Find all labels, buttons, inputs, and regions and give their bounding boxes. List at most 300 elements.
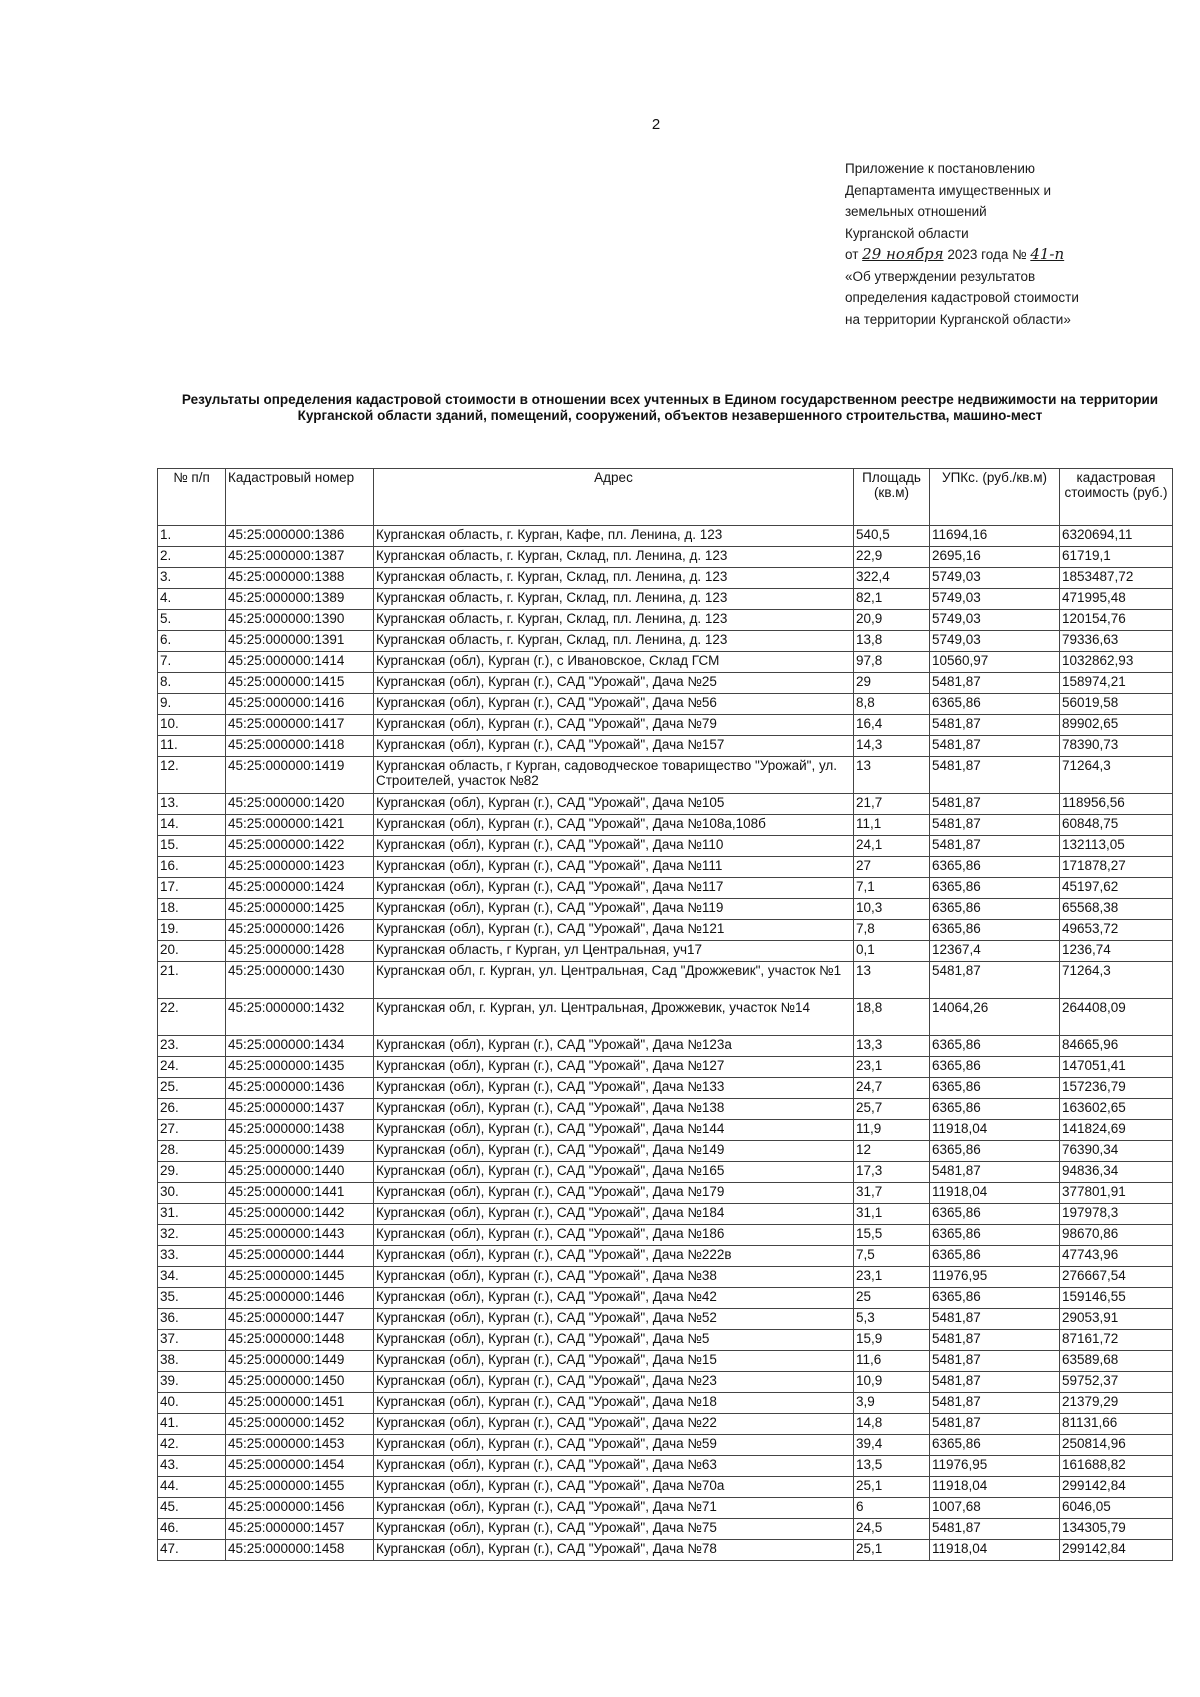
cell-address: Курганская (обл), Курган (г.), САД "Урожай", Дача №79 bbox=[374, 715, 854, 736]
cell-unit-value: 6365,86 bbox=[930, 1435, 1060, 1456]
table-header-row bbox=[158, 469, 1173, 526]
appendix-line: Департамента имущественных и bbox=[845, 182, 1052, 198]
cell-address: Курганская (обл), Курган (г.), САД "Урожай", Дача №110 bbox=[374, 836, 854, 857]
cell-area: 18,8 bbox=[854, 999, 930, 1036]
cell-cadastral-value: 61719,1 bbox=[1060, 547, 1173, 568]
cell-address: Курганская (обл), Курган (г.), САД "Урожай", Дача №138 bbox=[374, 1099, 854, 1120]
cell-cadastral-number: 45:25:000000:1447 bbox=[226, 1309, 374, 1330]
cell-cadastral-number: 45:25:000000:1430 bbox=[226, 962, 374, 999]
cell-area: 31,1 bbox=[854, 1204, 930, 1225]
appendix-subject-line: на территории Курганской области» bbox=[845, 311, 1071, 327]
table-row bbox=[158, 1078, 1173, 1099]
cell-address: Курганская область, г. Курган, Склад, пл. Ленина, д. 123 bbox=[374, 568, 854, 589]
table-row bbox=[158, 526, 1173, 547]
table-row bbox=[158, 1120, 1173, 1141]
cell-address: Курганская область, г. Курган, Склад, пл. Ленина, д. 123 bbox=[374, 547, 854, 568]
date-suffix: 2023 года № bbox=[947, 247, 1027, 262]
cell-unit-value: 5749,03 bbox=[930, 631, 1060, 652]
cell-number: 6. bbox=[158, 631, 226, 652]
cell-cadastral-value: 159146,55 bbox=[1060, 1288, 1173, 1309]
cell-area: 10,9 bbox=[854, 1372, 930, 1393]
table-row bbox=[158, 878, 1173, 899]
cell-area: 13 bbox=[854, 757, 930, 794]
table-row bbox=[158, 857, 1173, 878]
cell-number: 39. bbox=[158, 1372, 226, 1393]
table-row bbox=[158, 715, 1173, 736]
cell-number: 42. bbox=[158, 1435, 226, 1456]
cell-cadastral-value: 197978,3 bbox=[1060, 1204, 1173, 1225]
cell-number: 2. bbox=[158, 547, 226, 568]
cell-number: 40. bbox=[158, 1393, 226, 1414]
cell-area: 11,1 bbox=[854, 815, 930, 836]
appendix-subject-line: «Об утверждении результатов bbox=[845, 268, 1036, 284]
table-row bbox=[158, 1351, 1173, 1372]
header-unit-value: УПКс. (руб./кв.м) bbox=[930, 469, 1060, 526]
cell-number: 20. bbox=[158, 941, 226, 962]
cell-cadastral-number: 45:25:000000:1388 bbox=[226, 568, 374, 589]
cell-cadastral-value: 71264,3 bbox=[1060, 962, 1173, 999]
cell-cadastral-value: 78390,73 bbox=[1060, 736, 1173, 757]
cell-address: Курганская (обл), Курган (г.), САД "Урожай", Дача №38 bbox=[374, 1267, 854, 1288]
cell-unit-value: 5749,03 bbox=[930, 589, 1060, 610]
cell-number: 25. bbox=[158, 1078, 226, 1099]
cell-cadastral-number: 45:25:000000:1452 bbox=[226, 1414, 374, 1435]
cell-address: Курганская (обл), Курган (г.), САД "Урожай", Дача №108а,108б bbox=[374, 815, 854, 836]
table-row bbox=[158, 1204, 1173, 1225]
cell-unit-value: 5481,87 bbox=[930, 1309, 1060, 1330]
cell-cadastral-number: 45:25:000000:1458 bbox=[226, 1540, 374, 1561]
cell-area: 20,9 bbox=[854, 610, 930, 631]
cell-cadastral-value: 1236,74 bbox=[1060, 941, 1173, 962]
cell-unit-value: 5749,03 bbox=[930, 568, 1060, 589]
cell-cadastral-value: 49653,72 bbox=[1060, 920, 1173, 941]
table-row bbox=[158, 1393, 1173, 1414]
cell-cadastral-number: 45:25:000000:1414 bbox=[226, 652, 374, 673]
cell-address: Курганская область, г. Курган, Склад, пл. Ленина, д. 123 bbox=[374, 631, 854, 652]
cell-unit-value: 6365,86 bbox=[930, 1078, 1060, 1099]
cell-address: Курганская (обл), Курган (г.), САД "Урожай", Дача №222в bbox=[374, 1246, 854, 1267]
cell-area: 12 bbox=[854, 1141, 930, 1162]
cell-unit-value: 6365,86 bbox=[930, 878, 1060, 899]
table-row bbox=[158, 673, 1173, 694]
cell-number: 45. bbox=[158, 1498, 226, 1519]
cell-cadastral-number: 45:25:000000:1440 bbox=[226, 1162, 374, 1183]
table-row bbox=[158, 1456, 1173, 1477]
cell-number: 34. bbox=[158, 1267, 226, 1288]
table-row bbox=[158, 1519, 1173, 1540]
table-row bbox=[158, 610, 1173, 631]
header-number: № п/п bbox=[158, 469, 226, 526]
cell-cadastral-number: 45:25:000000:1415 bbox=[226, 673, 374, 694]
cell-number: 38. bbox=[158, 1351, 226, 1372]
cell-cadastral-value: 134305,79 bbox=[1060, 1519, 1173, 1540]
appendix-block bbox=[845, 158, 1079, 330]
cell-unit-value: 6365,86 bbox=[930, 694, 1060, 715]
cell-address: Курганская (обл), Курган (г.), САД "Урожай", Дача №23 bbox=[374, 1372, 854, 1393]
cell-number: 31. bbox=[158, 1204, 226, 1225]
cell-cadastral-number: 45:25:000000:1391 bbox=[226, 631, 374, 652]
cell-cadastral-value: 47743,96 bbox=[1060, 1246, 1173, 1267]
cell-unit-value: 5481,87 bbox=[930, 1162, 1060, 1183]
cell-area: 82,1 bbox=[854, 589, 930, 610]
cell-cadastral-number: 45:25:000000:1443 bbox=[226, 1225, 374, 1246]
appendix-line: Курганской области bbox=[845, 225, 969, 241]
cell-number: 22. bbox=[158, 999, 226, 1036]
cell-unit-value: 5481,87 bbox=[930, 1351, 1060, 1372]
cell-cadastral-number: 45:25:000000:1435 bbox=[226, 1057, 374, 1078]
table-row bbox=[158, 899, 1173, 920]
cell-address: Курганская обл, г. Курган, ул. Центральная, Сад "Дрожжевик", участок №1 bbox=[374, 962, 854, 999]
cell-area: 7,5 bbox=[854, 1246, 930, 1267]
cell-area: 13,8 bbox=[854, 631, 930, 652]
cell-unit-value: 14064,26 bbox=[930, 999, 1060, 1036]
cell-address: Курганская (обл), Курган (г.), САД "Урожай", Дача №121 bbox=[374, 920, 854, 941]
cell-address: Курганская (обл), Курган (г.), САД "Урожай", Дача №184 bbox=[374, 1204, 854, 1225]
cell-cadastral-value: 45197,62 bbox=[1060, 878, 1173, 899]
cell-address: Курганская (обл), Курган (г.), САД "Урожай", Дача №15 bbox=[374, 1351, 854, 1372]
cell-cadastral-value: 65568,38 bbox=[1060, 899, 1173, 920]
table-row bbox=[158, 1057, 1173, 1078]
document-title: Результаты определения кадастровой стоимости в отношении всех учтенных в Едином государственном реестре недвижимости на территории Курганской области зданий, помещений, сооружений, объектов незавершенного строительства, машино-мест bbox=[181, 392, 1159, 423]
cell-number: 11. bbox=[158, 736, 226, 757]
cell-number: 21. bbox=[158, 962, 226, 999]
cell-unit-value: 5481,87 bbox=[930, 1330, 1060, 1351]
cell-address: Курганская (обл), Курган (г.), САД "Урожай", Дача №123а bbox=[374, 1036, 854, 1057]
cell-area: 540,5 bbox=[854, 526, 930, 547]
cell-address: Курганская (обл), Курган (г.), САД "Урожай", Дача №186 bbox=[374, 1225, 854, 1246]
cell-cadastral-value: 161688,82 bbox=[1060, 1456, 1173, 1477]
cell-address: Курганская (обл), Курган (г.), САД "Урожай", Дача №105 bbox=[374, 794, 854, 815]
cell-number: 36. bbox=[158, 1309, 226, 1330]
appendix-line: Приложение к постановлению bbox=[845, 161, 1036, 176]
cell-area: 24,1 bbox=[854, 836, 930, 857]
cell-cadastral-value: 60848,75 bbox=[1060, 815, 1173, 836]
table-row bbox=[158, 757, 1173, 794]
cell-number: 16. bbox=[158, 857, 226, 878]
header-address: Адрес bbox=[374, 469, 854, 526]
cell-cadastral-value: 71264,3 bbox=[1060, 757, 1173, 794]
cell-number: 1. bbox=[158, 526, 226, 547]
cell-cadastral-number: 45:25:000000:1449 bbox=[226, 1351, 374, 1372]
cell-address: Курганская область, г. Курган, Кафе, пл. Ленина, д. 123 bbox=[374, 526, 854, 547]
cell-cadastral-number: 45:25:000000:1423 bbox=[226, 857, 374, 878]
table-row bbox=[158, 1036, 1173, 1057]
cell-address: Курганская (обл), Курган (г.), САД "Урожай", Дача №52 bbox=[374, 1309, 854, 1330]
cell-address: Курганская (обл), Курган (г.), САД "Урожай", Дача №127 bbox=[374, 1057, 854, 1078]
cell-address: Курганская область, г. Курган, Склад, пл. Ленина, д. 123 bbox=[374, 589, 854, 610]
cell-unit-value: 6365,86 bbox=[930, 857, 1060, 878]
cell-address: Курганская обл, г. Курган, ул. Центральная, Дрожжевик, участок №14 bbox=[374, 999, 854, 1036]
appendix-subject-line: определения кадастровой стоимости bbox=[845, 290, 1079, 305]
cell-unit-value: 11694,16 bbox=[930, 526, 1060, 547]
cell-number: 7. bbox=[158, 652, 226, 673]
cell-unit-value: 6365,86 bbox=[930, 1246, 1060, 1267]
table-row bbox=[158, 1246, 1173, 1267]
cell-cadastral-number: 45:25:000000:1436 bbox=[226, 1078, 374, 1099]
cell-cadastral-value: 163602,65 bbox=[1060, 1099, 1173, 1120]
cell-unit-value: 5481,87 bbox=[930, 794, 1060, 815]
cell-number: 26. bbox=[158, 1099, 226, 1120]
cell-cadastral-value: 171878,27 bbox=[1060, 857, 1173, 878]
cell-cadastral-number: 45:25:000000:1416 bbox=[226, 694, 374, 715]
table-row bbox=[158, 1141, 1173, 1162]
cell-number: 37. bbox=[158, 1330, 226, 1351]
cell-cadastral-value: 79336,63 bbox=[1060, 631, 1173, 652]
cell-address: Курганская (обл), Курган (г.), САД "Урожай", Дача №22 bbox=[374, 1414, 854, 1435]
cell-cadastral-number: 45:25:000000:1437 bbox=[226, 1099, 374, 1120]
cell-address: Курганская (обл), Курган (г.), с Ивановское, Склад ГСМ bbox=[374, 652, 854, 673]
table-row bbox=[158, 1309, 1173, 1330]
table-row bbox=[158, 694, 1173, 715]
cell-unit-value: 6365,86 bbox=[930, 1099, 1060, 1120]
cell-area: 39,4 bbox=[854, 1435, 930, 1456]
cell-cadastral-value: 1032862,93 bbox=[1060, 652, 1173, 673]
cell-number: 27. bbox=[158, 1120, 226, 1141]
cell-cadastral-number: 45:25:000000:1434 bbox=[226, 1036, 374, 1057]
page-number: 2 bbox=[651, 116, 661, 133]
cell-unit-value: 6365,86 bbox=[930, 1036, 1060, 1057]
cell-area: 24,5 bbox=[854, 1519, 930, 1540]
table-row bbox=[158, 1498, 1173, 1519]
cell-area: 23,1 bbox=[854, 1057, 930, 1078]
cell-unit-value: 5481,87 bbox=[930, 836, 1060, 857]
cell-number: 46. bbox=[158, 1519, 226, 1540]
cell-number: 8. bbox=[158, 673, 226, 694]
cell-area: 25,1 bbox=[854, 1477, 930, 1498]
cell-area: 11,9 bbox=[854, 1120, 930, 1141]
cell-area: 16,4 bbox=[854, 715, 930, 736]
cell-unit-value: 6365,86 bbox=[930, 1225, 1060, 1246]
cell-area: 22,9 bbox=[854, 547, 930, 568]
cell-address: Курганская (обл), Курган (г.), САД "Урожай", Дача №5 bbox=[374, 1330, 854, 1351]
cell-cadastral-number: 45:25:000000:1457 bbox=[226, 1519, 374, 1540]
cell-unit-value: 6365,86 bbox=[930, 1057, 1060, 1078]
cell-cadastral-value: 98670,86 bbox=[1060, 1225, 1173, 1246]
cell-unit-value: 5481,87 bbox=[930, 1414, 1060, 1435]
cell-area: 23,1 bbox=[854, 1267, 930, 1288]
cell-area: 25 bbox=[854, 1288, 930, 1309]
cell-cadastral-number: 45:25:000000:1438 bbox=[226, 1120, 374, 1141]
cell-number: 29. bbox=[158, 1162, 226, 1183]
cell-area: 97,8 bbox=[854, 652, 930, 673]
cell-area: 15,5 bbox=[854, 1225, 930, 1246]
cell-cadastral-number: 45:25:000000:1450 bbox=[226, 1372, 374, 1393]
cell-number: 3. bbox=[158, 568, 226, 589]
table-row bbox=[158, 836, 1173, 857]
cell-unit-value: 6365,86 bbox=[930, 1288, 1060, 1309]
cell-number: 18. bbox=[158, 899, 226, 920]
cell-cadastral-value: 76390,34 bbox=[1060, 1141, 1173, 1162]
cell-unit-value: 6365,86 bbox=[930, 1141, 1060, 1162]
appendix-date-line bbox=[845, 244, 1079, 266]
cell-number: 32. bbox=[158, 1225, 226, 1246]
cell-cadastral-value: 132113,05 bbox=[1060, 836, 1173, 857]
cell-area: 14,3 bbox=[854, 736, 930, 757]
cell-cadastral-value: 56019,58 bbox=[1060, 694, 1173, 715]
cell-unit-value: 5481,87 bbox=[930, 736, 1060, 757]
cell-cadastral-value: 29053,91 bbox=[1060, 1309, 1173, 1330]
cell-unit-value: 5749,03 bbox=[930, 610, 1060, 631]
cell-area: 0,1 bbox=[854, 941, 930, 962]
cell-unit-value: 11976,95 bbox=[930, 1267, 1060, 1288]
cell-unit-value: 6365,86 bbox=[930, 920, 1060, 941]
cell-cadastral-number: 45:25:000000:1444 bbox=[226, 1246, 374, 1267]
table-row bbox=[158, 1372, 1173, 1393]
cell-address: Курганская (обл), Курган (г.), САД "Урожай", Дача №25 bbox=[374, 673, 854, 694]
cell-area: 13 bbox=[854, 962, 930, 999]
cell-cadastral-number: 45:25:000000:1419 bbox=[226, 757, 374, 794]
cell-cadastral-value: 299142,84 bbox=[1060, 1540, 1173, 1561]
cell-number: 47. bbox=[158, 1540, 226, 1561]
cell-cadastral-value: 158974,21 bbox=[1060, 673, 1173, 694]
cell-unit-value: 5481,87 bbox=[930, 673, 1060, 694]
cell-area: 14,8 bbox=[854, 1414, 930, 1435]
cell-area: 7,1 bbox=[854, 878, 930, 899]
cell-cadastral-number: 45:25:000000:1425 bbox=[226, 899, 374, 920]
cell-cadastral-number: 45:25:000000:1454 bbox=[226, 1456, 374, 1477]
cell-cadastral-value: 299142,84 bbox=[1060, 1477, 1173, 1498]
cell-number: 28. bbox=[158, 1141, 226, 1162]
cell-cadastral-number: 45:25:000000:1390 bbox=[226, 610, 374, 631]
cell-cadastral-number: 45:25:000000:1441 bbox=[226, 1183, 374, 1204]
cell-address: Курганская (обл), Курган (г.), САД "Урожай", Дача №144 bbox=[374, 1120, 854, 1141]
cell-address: Курганская (обл), Курган (г.), САД "Урожай", Дача №119 bbox=[374, 899, 854, 920]
cell-unit-value: 11918,04 bbox=[930, 1120, 1060, 1141]
cell-cadastral-value: 276667,54 bbox=[1060, 1267, 1173, 1288]
cell-number: 24. bbox=[158, 1057, 226, 1078]
table-row bbox=[158, 652, 1173, 673]
cell-address: Курганская (обл), Курган (г.), САД "Урожай", Дача №165 bbox=[374, 1162, 854, 1183]
cell-unit-value: 6365,86 bbox=[930, 899, 1060, 920]
cell-unit-value: 5481,87 bbox=[930, 1372, 1060, 1393]
cell-cadastral-value: 81131,66 bbox=[1060, 1414, 1173, 1435]
cell-cadastral-number: 45:25:000000:1418 bbox=[226, 736, 374, 757]
cell-cadastral-value: 118956,56 bbox=[1060, 794, 1173, 815]
cell-address: Курганская область, г. Курган, Склад, пл. Ленина, д. 123 bbox=[374, 610, 854, 631]
cell-unit-value: 11918,04 bbox=[930, 1540, 1060, 1561]
appendix-line: земельных отношений bbox=[845, 204, 987, 219]
cell-cadastral-value: 6320694,11 bbox=[1060, 526, 1173, 547]
cell-unit-value: 1007,68 bbox=[930, 1498, 1060, 1519]
cell-number: 9. bbox=[158, 694, 226, 715]
cell-cadastral-number: 45:25:000000:1448 bbox=[226, 1330, 374, 1351]
cell-number: 15. bbox=[158, 836, 226, 857]
cell-area: 17,3 bbox=[854, 1162, 930, 1183]
cadastral-value-table bbox=[157, 468, 1173, 1561]
cell-unit-value: 10560,97 bbox=[930, 652, 1060, 673]
cell-cadastral-number: 45:25:000000:1453 bbox=[226, 1435, 374, 1456]
table-row bbox=[158, 1414, 1173, 1435]
cell-number: 5. bbox=[158, 610, 226, 631]
cell-unit-value: 5481,87 bbox=[930, 757, 1060, 794]
cell-area: 25,7 bbox=[854, 1099, 930, 1120]
header-cadastral-number: Кадастровый номер bbox=[226, 469, 374, 526]
header-area: Площадь (кв.м) bbox=[854, 469, 930, 526]
cell-number: 23. bbox=[158, 1036, 226, 1057]
cell-area: 13,3 bbox=[854, 1036, 930, 1057]
cell-area: 24,7 bbox=[854, 1078, 930, 1099]
table-row bbox=[158, 962, 1173, 999]
table-row bbox=[158, 1540, 1173, 1561]
cell-number: 30. bbox=[158, 1183, 226, 1204]
cell-cadastral-number: 45:25:000000:1389 bbox=[226, 589, 374, 610]
table-row bbox=[158, 1183, 1173, 1204]
cell-number: 17. bbox=[158, 878, 226, 899]
cell-number: 43. bbox=[158, 1456, 226, 1477]
table-row bbox=[158, 941, 1173, 962]
table-body bbox=[158, 526, 1173, 1561]
cell-number: 13. bbox=[158, 794, 226, 815]
cell-unit-value: 5481,87 bbox=[930, 962, 1060, 999]
cell-number: 4. bbox=[158, 589, 226, 610]
cell-unit-value: 12367,4 bbox=[930, 941, 1060, 962]
cell-address: Курганская (обл), Курган (г.), САД "Урожай", Дача №18 bbox=[374, 1393, 854, 1414]
cell-unit-value: 11976,95 bbox=[930, 1456, 1060, 1477]
cell-cadastral-value: 63589,68 bbox=[1060, 1351, 1173, 1372]
cell-cadastral-value: 21379,29 bbox=[1060, 1393, 1173, 1414]
cell-area: 25,1 bbox=[854, 1540, 930, 1561]
table-row bbox=[158, 1477, 1173, 1498]
handwritten-number: 41-п bbox=[1030, 245, 1065, 263]
cell-area: 322,4 bbox=[854, 568, 930, 589]
cell-area: 11,6 bbox=[854, 1351, 930, 1372]
cell-area: 21,7 bbox=[854, 794, 930, 815]
header-cadastral-value: кадастровая стоимость (руб.) bbox=[1060, 469, 1173, 526]
cell-number: 14. bbox=[158, 815, 226, 836]
cell-cadastral-value: 87161,72 bbox=[1060, 1330, 1173, 1351]
table-row bbox=[158, 589, 1173, 610]
cell-address: Курганская (обл), Курган (г.), САД "Урожай", Дача №157 bbox=[374, 736, 854, 757]
cell-address: Курганская (обл), Курган (г.), САД "Урожай", Дача №59 bbox=[374, 1435, 854, 1456]
cell-cadastral-number: 45:25:000000:1422 bbox=[226, 836, 374, 857]
date-prefix: от bbox=[845, 247, 859, 262]
table-row bbox=[158, 1435, 1173, 1456]
cell-cadastral-value: 120154,76 bbox=[1060, 610, 1173, 631]
cell-cadastral-value: 94836,34 bbox=[1060, 1162, 1173, 1183]
cell-number: 19. bbox=[158, 920, 226, 941]
cell-unit-value: 5481,87 bbox=[930, 815, 1060, 836]
cell-address: Курганская (обл), Курган (г.), САД "Урожай", Дача №71 bbox=[374, 1498, 854, 1519]
cell-cadastral-value: 6046,05 bbox=[1060, 1498, 1173, 1519]
table-row bbox=[158, 1099, 1173, 1120]
cell-number: 35. bbox=[158, 1288, 226, 1309]
cell-cadastral-value: 1853487,72 bbox=[1060, 568, 1173, 589]
cell-area: 3,9 bbox=[854, 1393, 930, 1414]
cell-cadastral-number: 45:25:000000:1445 bbox=[226, 1267, 374, 1288]
cell-unit-value: 2695,16 bbox=[930, 547, 1060, 568]
table-row bbox=[158, 815, 1173, 836]
cell-area: 8,8 bbox=[854, 694, 930, 715]
cell-unit-value: 5481,87 bbox=[930, 1519, 1060, 1540]
cell-unit-value: 5481,87 bbox=[930, 715, 1060, 736]
cell-cadastral-value: 377801,91 bbox=[1060, 1183, 1173, 1204]
cell-number: 33. bbox=[158, 1246, 226, 1267]
cell-address: Курганская (обл), Курган (г.), САД "Урожай", Дача №78 bbox=[374, 1540, 854, 1561]
cell-cadastral-value: 147051,41 bbox=[1060, 1057, 1173, 1078]
cell-cadastral-value: 141824,69 bbox=[1060, 1120, 1173, 1141]
cell-cadastral-number: 45:25:000000:1456 bbox=[226, 1498, 374, 1519]
cell-cadastral-value: 264408,09 bbox=[1060, 999, 1173, 1036]
cell-cadastral-value: 84665,96 bbox=[1060, 1036, 1173, 1057]
cell-area: 10,3 bbox=[854, 899, 930, 920]
cell-area: 6 bbox=[854, 1498, 930, 1519]
cell-address: Курганская (обл), Курган (г.), САД "Урожай", Дача №70а bbox=[374, 1477, 854, 1498]
cell-area: 31,7 bbox=[854, 1183, 930, 1204]
cell-cadastral-number: 45:25:000000:1386 bbox=[226, 526, 374, 547]
table-row bbox=[158, 920, 1173, 941]
cell-address: Курганская (обл), Курган (г.), САД "Урожай", Дача №42 bbox=[374, 1288, 854, 1309]
handwritten-date: 29 ноября bbox=[862, 245, 944, 263]
